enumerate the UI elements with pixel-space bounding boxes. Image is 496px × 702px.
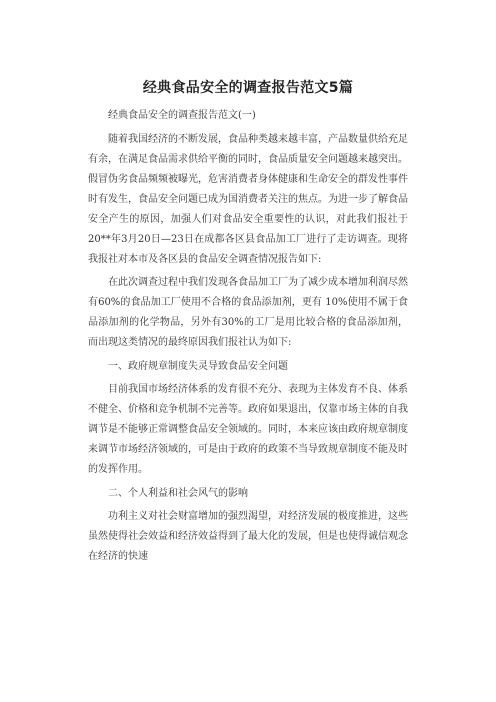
section-heading-1: 经典食品安全的调查报告范文(一)	[108, 110, 256, 121]
document-body	[88, 106, 408, 567]
subheading-1: 一、政府规章制度失灵导致食品安全问题	[108, 360, 288, 372]
body-paragraph-1: 随着我国经济的不断发展，食品种类越来越丰富，产品数量供给充足有余，在满足食品需求供给平衡的同时，食品质量安全问题越来越突出。假冒伪劣食品频频被曝光，危害消费者身体健康和生命安全的群发性事件时有发生，食品安全问题已成为国消费者关注的焦点。为进一步了解食品安全产生的原因，加强人们对食品安全重要性的认识，对此我们报社于20**年3月20日—23日在成都各区县食品加工厂进行了走访调查。现将我报社对本市及各区县的食品安全调查情况报告如下:	[88, 133, 408, 265]
body-paragraph-4: 功利主义对社会财富增加的强烈渴望，对经济发展的极度推进，这些虽然使得社会效益和经济效益得到了最大化的发展，但是也使得诚信观念在经济的快速	[88, 511, 408, 562]
document-title: 经典食品安全的调查报告范文5篇	[142, 80, 354, 96]
subheading-2: 二、个人利益和社会风气的影响	[108, 487, 248, 499]
body-paragraph-2: 在此次调查过程中我们发现各食品加工厂为了减少成本增加利润尽然有60%的食品加工厂使用不合格的食品添加剂，更有 10%使用不属于食品添加剂的化学物品，另外有30%的工厂是用比较合格的食品添加剂，而出现这类情况的最终原因我们报社认为如下:	[88, 277, 408, 348]
body-paragraph-3: 目前我国市场经济体系的发育很不充分、表现为主体发育不良、体系不健全、价格和竞争机制不完善等。政府如果退出，仅靠市场主体的自我调节是不能够正常调整食品安全领域的。同时，本来应该由政府规章制度来调节市场经济领域的，可是由于政府的政策不当导致规章制度不能及时的发挥作用。	[88, 384, 408, 475]
